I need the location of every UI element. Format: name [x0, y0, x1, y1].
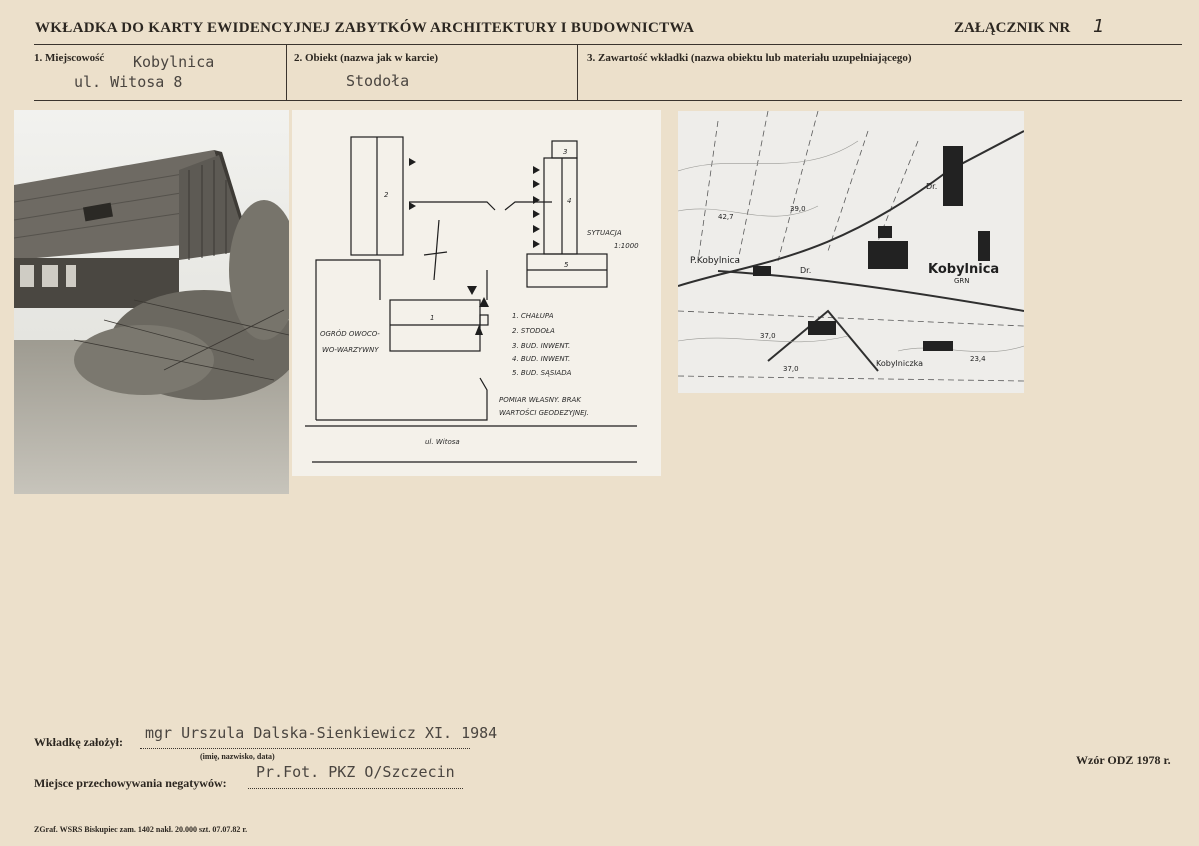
legend-item-3: 3. BUD. INWENT.: [512, 342, 571, 350]
founder-label: Wkładkę założył:: [34, 735, 123, 749]
map-town-label: Kobylnica: [928, 262, 1000, 277]
negatives-dotted-line: [248, 788, 463, 789]
founder-dotted-line: [140, 748, 470, 749]
print-info: ZGraf. WSRS Biskupiec zam. 1402 nakł. 20.000 szt. 07.07.82 r.: [34, 825, 248, 834]
field-contents-label: 3. Zawartość wkładki (nazwa obiektu lub materiału uzupełniającego): [587, 52, 912, 64]
map-height-4: 23,4: [970, 355, 986, 363]
map-height-2: 39,0: [790, 205, 806, 213]
location-map: [678, 111, 1024, 393]
legend-item-5: 5. BUD. SĄSIADA: [512, 369, 572, 377]
garden-label-1: OGRÓD OWOCO-: [320, 330, 380, 338]
map-height-3: 37,0: [760, 332, 776, 340]
template-version: Wzór ODZ 1978 r.: [1076, 753, 1171, 767]
barn-photo: [14, 110, 289, 494]
founder-hint: (imię, nazwisko, data): [200, 752, 275, 761]
map-grn-label: GRN: [954, 277, 970, 285]
field-object-label: 2. Obiekt (nazwa jak w karcie): [294, 52, 439, 64]
field-locality-label: 1. Miejscowość: [34, 52, 105, 64]
legend-item-2: 2. STODOŁA: [512, 327, 555, 335]
building-5-number: 5: [564, 261, 569, 269]
negatives-location-label: Miejsce przechowywania negatywów:: [34, 776, 227, 790]
survey-note-2: WARTOŚCI GEODEZYJNEJ.: [499, 409, 589, 417]
survey-note-1: POMIAR WŁASNY. BRAK: [499, 396, 581, 404]
building-1-number: 1: [430, 314, 435, 322]
map-dr-label-1: Dr.: [800, 266, 812, 275]
fields-bottom-rule: [34, 100, 1182, 101]
negatives-location-value: Pr.Fot. PKZ O/Szczecin: [256, 763, 455, 781]
garden-label-2: WO-WARZYWNY: [322, 346, 379, 354]
header-rule: [34, 44, 1182, 45]
site-plan: [292, 110, 661, 476]
attachment-number: 1: [1093, 16, 1105, 37]
map-village-label: Kobylniczka: [876, 359, 924, 368]
field-address-value: ul. Witosa 8: [74, 73, 183, 91]
legend-item-4: 4. BUD. INWENT.: [512, 355, 571, 363]
building-4: [544, 158, 577, 254]
map-dr-label-2: Dr.: [926, 182, 938, 191]
form-title: WKŁADKA DO KARTY EWIDENCYJNEJ ZABYTKÓW ARCHITEKTURY I BUDOWNICTWA: [35, 20, 695, 36]
street-label: ul. Witosa: [425, 438, 460, 446]
attachment-label: ZAŁĄCZNIK NR: [954, 20, 1071, 36]
situation-label: SYTUACJA: [587, 229, 622, 237]
building-2-number: 2: [384, 191, 389, 199]
map-height-1: 42,7: [718, 213, 734, 221]
field-divider-1: [286, 44, 287, 101]
building-4-number: 4: [567, 197, 572, 205]
field-divider-2: [577, 44, 578, 101]
founder-value: mgr Urszula Dalska-Sienkiewicz XI. 1984: [145, 724, 498, 742]
map-station-label: P.Kobylnica: [690, 256, 741, 266]
field-object-value: Stodoła: [346, 72, 410, 90]
field-locality-value: Kobylnica: [133, 53, 215, 71]
legend-item-1: 1. CHAŁUPA: [512, 312, 554, 320]
building-3-number: 3: [563, 148, 568, 156]
map-height-5: 37,0: [783, 365, 799, 373]
scale-label: 1:1000: [614, 242, 639, 250]
